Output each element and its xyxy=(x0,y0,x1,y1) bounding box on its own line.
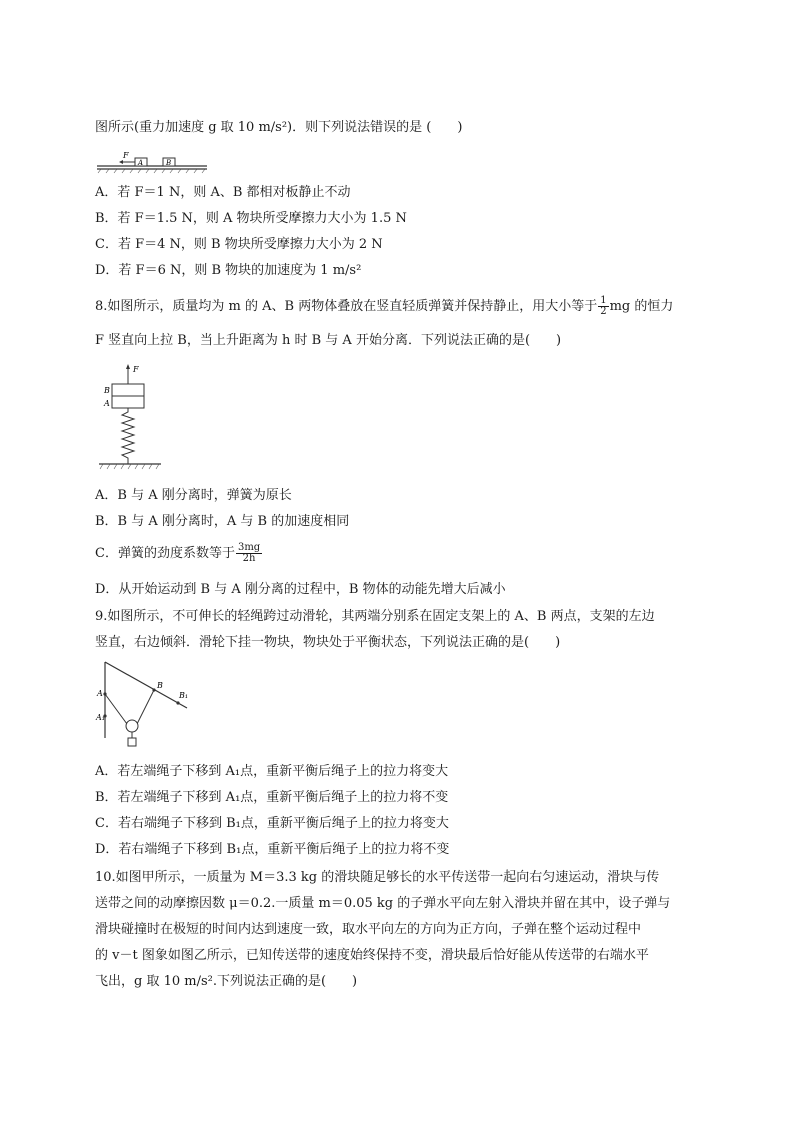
q10-stem-line2: 送带之间的动摩擦因数 μ＝0.2.一质量 m＝0.05 kg 的子弹水平向左射入滑块并留在其中，设子弹与 xyxy=(95,896,671,911)
q8-stem-line1 xyxy=(95,296,673,317)
q9-figure-pulley xyxy=(95,660,195,752)
q8-stem-post: mg 的恒力 xyxy=(609,299,674,314)
q9-option-d: D．若右端绳子下移到 B₁点，重新平衡后绳子上的拉力将不变 xyxy=(95,842,450,857)
q10-stem-line5: 飞出，g 取 10 m/s².下列说法正确的是( ) xyxy=(95,974,358,989)
q9-option-c: C．若右端绳子下移到 B₁点，重新平衡后绳子上的拉力将变大 xyxy=(95,816,449,831)
q7-stem-tail: 图所示(重力加速度 g 取 10 m/s²)．则下列说法错误的是 ( ) xyxy=(95,120,463,135)
q8-stem-line2: F 竖直向上拉 B，当上升距离为 h 时 B 与 A 开始分离．下列说法正确的是( ) xyxy=(95,333,562,348)
q8-option-c-fraction xyxy=(236,543,262,564)
q9-label-B: B xyxy=(157,681,163,690)
q7-label-A: A xyxy=(138,159,144,167)
q9-stem-line2: 竖直，右边倾斜．滑轮下挂一物块，物块处于平衡状态，下列说法正确的是( ) xyxy=(95,635,561,650)
q8-frac-den: 2 xyxy=(600,306,607,317)
q8-frac-num: 1 xyxy=(600,295,607,306)
q8-figure-spring xyxy=(95,362,165,474)
q9-label-A: A xyxy=(97,689,103,698)
q7-option-a: A．若 F＝1 N，则 A、B 都相对板静止不动 xyxy=(95,185,351,200)
q7-option-b: B．若 F＝1.5 N，则 A 物块所受摩擦力大小为 1.5 N xyxy=(95,211,407,226)
q7-option-c: C．若 F＝4 N，则 B 物块所受摩擦力大小为 2 N xyxy=(95,237,383,252)
q8-option-a: A．B 与 A 刚分离时，弹簧为原长 xyxy=(95,488,292,503)
q9-option-a: A．若左端绳子下移到 A₁点，重新平衡后绳子上的拉力将变大 xyxy=(95,764,449,779)
q9-label-A1: A₁ xyxy=(96,713,105,722)
q8-option-b: B．B 与 A 刚分离时，A 与 B 的加速度相同 xyxy=(95,514,350,529)
q9-stem-line1: 9.如图所示，不可伸长的轻绳跨过动滑轮，其两端分别系在固定支架上的 A、B 两点，支架的左边 xyxy=(95,609,655,624)
q10-stem-line4: 的 v－t 图象如图乙所示，已知传送带的速度始终保持不变，滑块最后恰好能从传送带的右端水平 xyxy=(95,948,649,963)
q10-stem-line3: 滑块碰撞时在极短的时间内达到速度一致，取水平向左的方向为正方向，子弹在整个运动过程中 xyxy=(95,922,642,937)
q8-option-c xyxy=(95,543,263,564)
q7-figure-board xyxy=(95,152,210,174)
q7-option-d: D．若 F＝6 N，则 B 物块的加速度为 1 m/s² xyxy=(95,263,362,278)
q8-optc-den: 2h xyxy=(242,553,256,564)
q8-label-F: F xyxy=(133,365,139,374)
q7-label-B: B xyxy=(166,159,172,167)
q8-optc-num: 3mg xyxy=(237,542,261,553)
q8-fraction xyxy=(598,296,608,317)
q8-option-d: D．从开始运动到 B 与 A 刚分离的过程中，B 物体的动能先增大后减小 xyxy=(95,582,506,597)
q8-label-A: A xyxy=(104,399,110,408)
q10-stem-line1: 10.如图甲所示，一质量为 M＝3.3 kg 的滑块随足够长的水平传送带一起向右匀速运动，滑块与传 xyxy=(95,870,660,885)
q8-stem-pre: 8.如图所示，质量均为 m 的 A、B 两物体叠放在竖直轻质弹簧并保持静止，用大小等于 xyxy=(95,299,598,314)
q8-label-B: B xyxy=(104,386,110,395)
q9-option-b: B．若左端绳子下移到 A₁点，重新平衡后绳子上的拉力将不变 xyxy=(95,790,449,805)
q9-label-B1: B₁ xyxy=(179,691,189,700)
q7-label-F: F xyxy=(123,152,129,160)
q8-option-c-text: C．弹簧的劲度系数等于 xyxy=(95,546,235,561)
